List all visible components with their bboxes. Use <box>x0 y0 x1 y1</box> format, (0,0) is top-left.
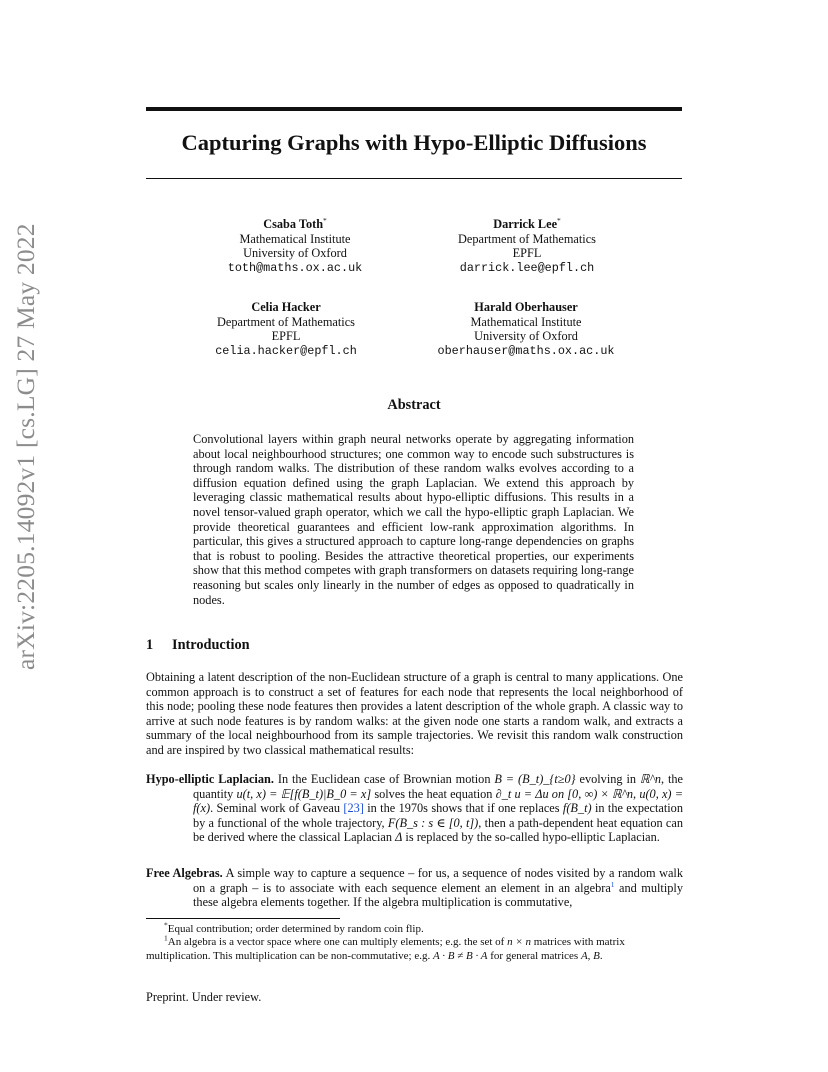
author-block <box>407 217 647 275</box>
footnote-rule <box>146 918 340 919</box>
list-item: Hypo-elliptic Laplacian. In the Euclidean case of Brownian motion B = (B_t)_{t≥0} evolving in ℝ^n, the quantity u(t, x) = 𝔼[f(B_t)|B_0 = x] solves the heat equation ∂_t u = Δu on [0, ∞) × ℝ^n, u(0, x) = f(x). Seminal work of Gaveau [23] in the 1970s shows that if one replaces f(B_t) in the expectation by a functional of the whole trajectory, F(B_s : s ∈ [0, t]), then a path-dependent heat equation can be derived where the classical Laplacian Δ is replaced by the so-called hypo-elliptic Laplacian. <box>146 772 684 845</box>
title-top-rule <box>146 107 682 111</box>
author-affiliation: University of Oxford <box>474 329 578 344</box>
abstract-text: Convolutional layers within graph neural networks operate by aggregating information about local neighbourhood structures; one common way to encode such substructures is through random walks. The distribution of these random walks evolves according to a diffusion equation defined using the graph Laplacian. We extend this approach by leveraging classic mathematical results about hypo-elliptic diffusions. This results in a novel tensor-valued graph operator, which we call the hypo-elliptic graph Laplacian. We provide theoretical guarantees and efficient low-rank approximation algorithms. In particular, this gives a structured approach to capture long-range dependencies on graphs that is robust to pooling. Besides the attractive theoretical properties, our experiments show that this method competes with graph transformers on datasets requiring long-range reasoning but scales only linearly in the number of edges as opposed to quadratically in nodes. <box>193 432 634 607</box>
citation-link[interactable]: [23] <box>343 801 364 816</box>
author-block <box>406 300 646 358</box>
paper-title: Capturing Graphs with Hypo-Elliptic Diffusions <box>181 130 647 155</box>
author-affiliation: Department of Mathematics <box>217 314 355 329</box>
author-affiliation: Mathematical Institute <box>470 314 582 329</box>
abstract-heading: Abstract <box>387 397 441 413</box>
author-email[interactable]: darrick.lee@epfl.ch <box>459 260 595 275</box>
author-affiliation: EPFL <box>271 329 301 344</box>
arxiv-identifier: arXiv:2205.14092v1 [cs.LG] 27 May 2022 <box>11 223 40 670</box>
footnote-link[interactable]: 1 <box>610 879 615 889</box>
author-name: Harald Oberhauser <box>474 300 578 314</box>
author-email[interactable]: oberhauser@maths.ox.ac.uk <box>437 343 615 358</box>
author-name: Csaba Toth* <box>263 215 327 231</box>
author-affiliation: EPFL <box>512 246 542 261</box>
list-item: Free Algebras. A simple way to capture a sequence – for us, a sequence of nodes visited by a random walk on a graph – is to associate with each sequence element an element in an algebra$^1$ and multiply these algebra elements together. If the algebra multiplication is commutative, <box>146 866 683 910</box>
author-email[interactable]: celia.hacker@epfl.ch <box>215 343 357 358</box>
author-affiliation: University of Oxford <box>243 246 347 261</box>
section-heading: 1 Introduction <box>146 637 250 653</box>
author-name: Celia Hacker <box>251 300 321 314</box>
author-block <box>175 217 415 275</box>
intro-paragraph: Obtaining a latent description of the non-Euclidean structure of a graph is central to many applications. One common approach is to construct a set of features for each node that represents the local neighborhood of this node; pooling these node features then provides a latent description of the whole graph. A classic way to arrive at such node features is by random walks: at the given node one starts a random walk, and extracts a summary of the local neighbourhood from its sample trajectories. We revisit this random walk construction and are inspired by two classical mathematical results: <box>146 670 683 757</box>
author-name: Darrick Lee* <box>493 215 561 231</box>
title-bottom-rule <box>146 178 682 179</box>
author-block <box>166 300 406 358</box>
footnote: $^1$An algebra is a vector space where one can multiply elements; e.g. the set of n × n matrices with matrix multiplication. This multiplication can be non-commutative; e.g. A · B ≠ B · A for general matrices A, B. <box>146 933 625 962</box>
footnote: *Equal contribution; order determined by random coin flip. <box>164 920 424 935</box>
author-affiliation: Mathematical Institute <box>239 231 351 246</box>
page-footer: Preprint. Under review. <box>146 990 262 1004</box>
author-email[interactable]: toth@maths.ox.ac.uk <box>227 260 363 275</box>
author-affiliation: Department of Mathematics <box>458 231 596 246</box>
